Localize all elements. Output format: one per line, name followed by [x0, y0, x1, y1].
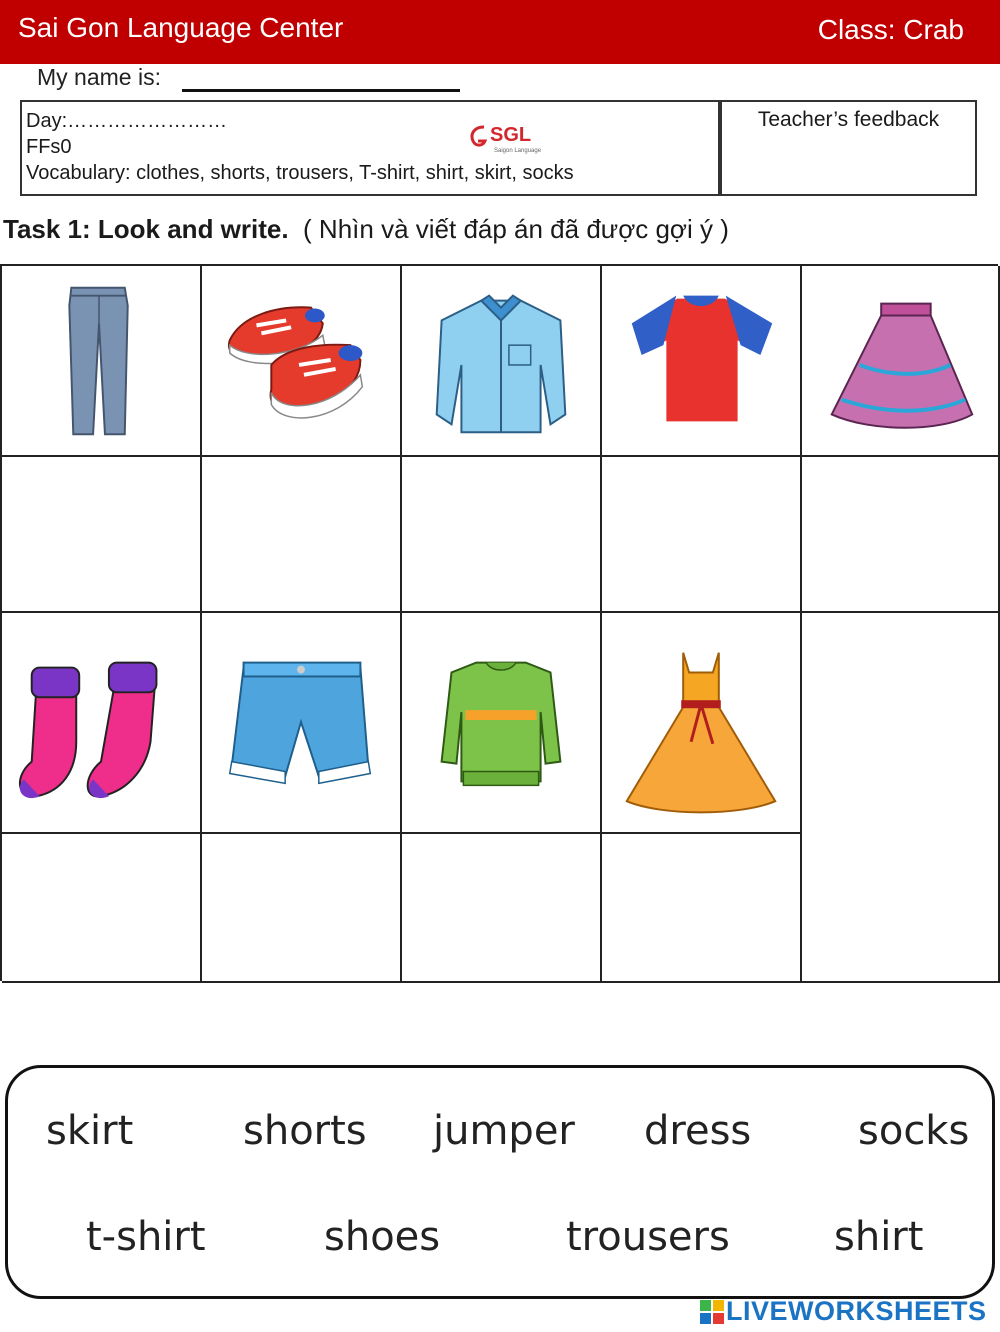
task-hint: ( Nhìn và viết đáp án đã được gợi ý ): [303, 214, 729, 244]
class-label: Class: Crab: [817, 14, 964, 45]
socks-icon: [2, 613, 200, 832]
teacher-feedback-box: [720, 100, 977, 196]
word-bank-item: dress: [644, 1108, 752, 1154]
shoes-icon: [202, 266, 400, 455]
word-bank-item: trousers: [566, 1214, 730, 1260]
liveworksheets-logo-icon: [700, 1300, 724, 1324]
feedback-label: Teacher’s feedback: [757, 108, 940, 131]
sgl-logo-icon: [468, 124, 490, 150]
shorts-icon: [202, 613, 400, 832]
answer-cell-5[interactable]: [802, 457, 1000, 613]
picture-cell-skirt: [802, 266, 1000, 457]
picture-cell-shirt: [402, 266, 602, 457]
word-bank-item: shoes: [324, 1214, 441, 1260]
logo-text: SGL: [490, 124, 532, 146]
picture-cell-jumper: [402, 613, 602, 834]
vocabulary-list: Vocabulary: clothes, shorts, trousers, T-shirt, shirt, skirt, socks: [26, 162, 574, 184]
picture-cell-socks: [2, 613, 202, 834]
answer-cell-2[interactable]: [202, 457, 402, 613]
answer-cell-9[interactable]: [602, 834, 802, 983]
t-shirt-icon: [602, 266, 800, 455]
answer-cell-3[interactable]: [402, 457, 602, 613]
task-instruction: [3, 214, 729, 245]
picture-grid: [0, 264, 998, 981]
shirt-icon: [402, 266, 600, 455]
picture-cell-shoes: [202, 266, 402, 457]
info-box: [20, 100, 720, 196]
word-bank-item: t-shirt: [86, 1214, 206, 1260]
trousers-icon: [2, 266, 200, 455]
answer-cell-1[interactable]: [2, 457, 202, 613]
answer-cell-4[interactable]: [602, 457, 802, 613]
picture-cell-t-shirt: [602, 266, 802, 457]
skirt-icon: [802, 266, 998, 455]
picture-cell-shorts: [202, 613, 402, 834]
center-name: Sai Gon Language Center: [18, 12, 344, 43]
name-prompt: My name is:: [37, 64, 161, 90]
picture-cell-dress: [602, 613, 802, 834]
name-input-line[interactable]: [182, 89, 460, 92]
dress-icon: [602, 613, 800, 832]
answer-cell-8[interactable]: [402, 834, 602, 983]
jumper-icon: [402, 613, 600, 832]
answer-cell-6[interactable]: [2, 834, 202, 983]
word-bank: [5, 1065, 995, 1299]
watermark-text: LIVEWORKSHEETS: [726, 1296, 987, 1326]
task-title: Task 1: Look and write.: [3, 214, 289, 244]
header-bar: [0, 0, 1000, 64]
word-bank-item: socks: [858, 1108, 970, 1154]
word-bank-item: jumper: [433, 1108, 575, 1154]
level-code: FFs0: [26, 136, 72, 158]
word-bank-item: shirt: [834, 1214, 924, 1260]
word-bank-item: shorts: [243, 1108, 367, 1154]
logo-subtext: Saigon Language: [494, 148, 542, 154]
empty-cell: [802, 613, 1000, 983]
sgl-logo: [468, 124, 542, 156]
answer-cell-7[interactable]: [202, 834, 402, 983]
picture-cell-trousers: [2, 266, 202, 457]
day-field: Day:……………………: [26, 110, 228, 132]
word-bank-item: skirt: [46, 1108, 134, 1154]
